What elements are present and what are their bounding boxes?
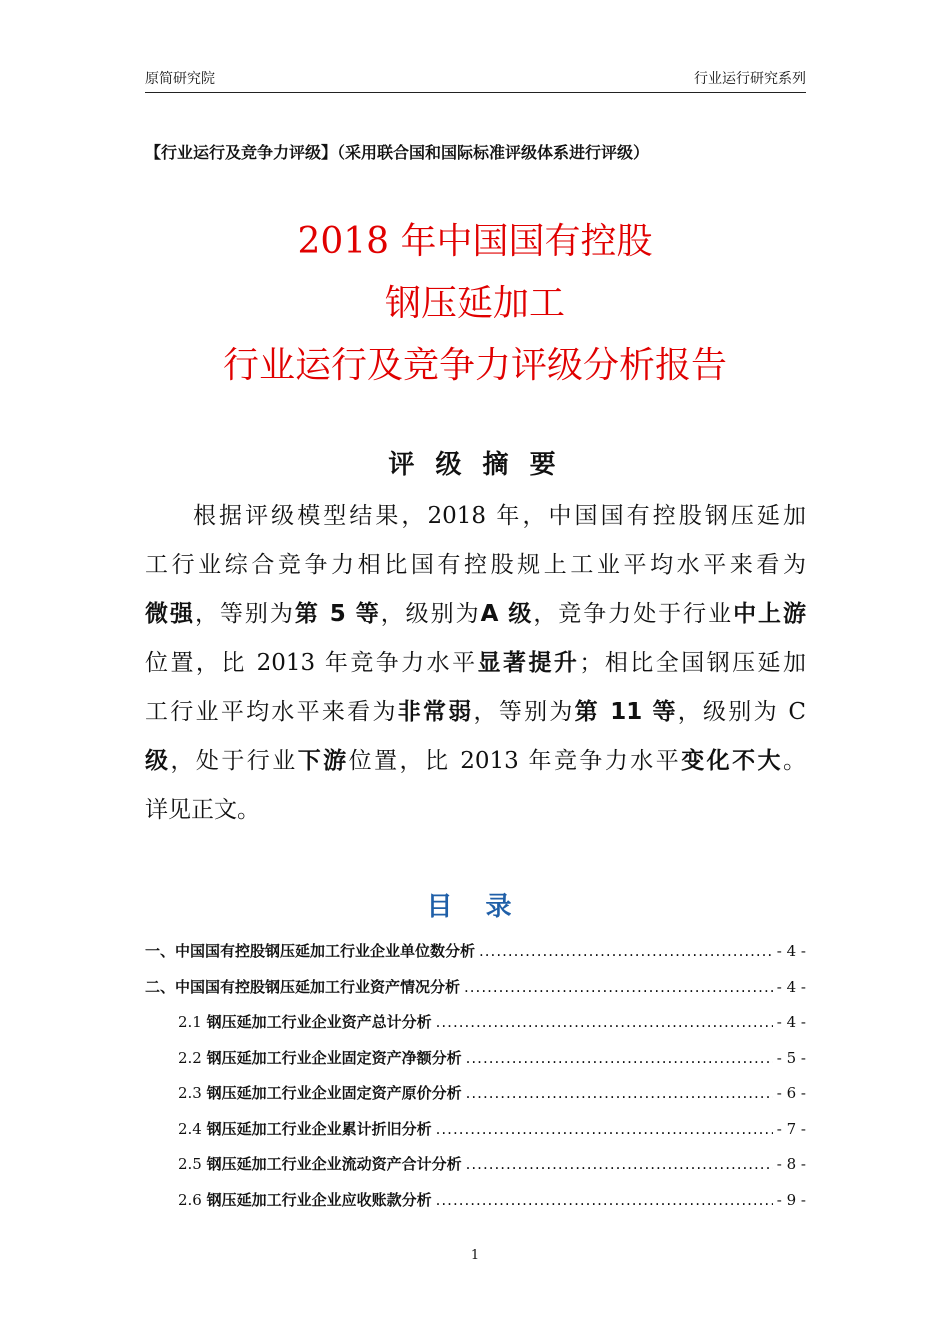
- summary-emphasis: 中上游: [733, 601, 807, 627]
- summary-text: 工行业平均水平来看为: [145, 699, 398, 725]
- toc-entry-label: 钢压延加工行业企业应收账款分析: [206, 1190, 432, 1209]
- summary-emphasis: 变化不大: [681, 748, 784, 774]
- toc-leader-dots: [436, 1183, 773, 1219]
- rating-category-line: 【行业运行及竞争力评级】（采用联合国和国际标准评级体系进行评级）: [145, 143, 650, 162]
- summary-heading: 评 级 摘 要: [388, 450, 562, 480]
- summary-emphasis: 第 11 等: [574, 699, 678, 725]
- summary-line: [145, 737, 806, 786]
- toc-leader-dots: [466, 1076, 773, 1112]
- toc-entry[interactable]: [145, 1076, 806, 1112]
- toc-leader-dots: [464, 970, 773, 1006]
- summary-text: 工行业综合竞争力相比国有控股规上工业平均水平来看为: [145, 552, 806, 578]
- toc-entry-number: 2.6: [178, 1190, 207, 1209]
- toc-entry-label: 钢压延加工行业企业固定资产净额分析: [206, 1048, 462, 1067]
- toc-entry-page: - 9 -: [776, 1190, 806, 1209]
- toc-entry-page: - 6 -: [776, 1084, 806, 1102]
- page-number: 1: [470, 1248, 480, 1263]
- toc-leader-dots: [479, 934, 773, 970]
- summary-emphasis: 级: [145, 748, 171, 774]
- toc-entry[interactable]: [145, 1147, 806, 1183]
- summary-text: ；相比全国钢压延加: [579, 650, 807, 676]
- summary-emphasis: 微强: [145, 601, 195, 627]
- toc-entry-number: 2.2: [178, 1048, 207, 1067]
- summary-line: [145, 541, 806, 590]
- toc-leader-dots: [466, 1147, 773, 1183]
- summary-text: 位置，比 2013 年竞争力水平: [348, 748, 682, 774]
- toc-entry-page: - 4 -: [776, 942, 806, 960]
- summary-line: [145, 688, 806, 737]
- summary-text: 。: [783, 748, 807, 774]
- summary-text: 位置，比 2013 年竞争力水平: [145, 650, 478, 676]
- table-of-contents: [145, 934, 806, 1218]
- summary-text: ，级别为: [380, 601, 481, 627]
- summary-line: [145, 786, 806, 835]
- toc-entry[interactable]: [145, 934, 806, 970]
- summary-line: [145, 639, 806, 688]
- toc-entry-page: - 5 -: [776, 1048, 806, 1067]
- report-title-line-2: 钢压延加工: [384, 283, 565, 324]
- toc-entry-page: - 4 -: [776, 1013, 806, 1031]
- summary-text: ，竞争力处于行业: [533, 601, 734, 627]
- summary-emphasis: A 级: [480, 601, 534, 627]
- toc-entry-number: 2.4: [178, 1119, 207, 1138]
- summary-line: [145, 590, 806, 639]
- summary-text: 根据评级模型结果，2018 年，中国国有控股钢压延加: [193, 503, 806, 529]
- summary-emphasis: 非常弱: [397, 699, 474, 725]
- toc-entry-label: 二、中国国有控股钢压延加工行业资产情况分析: [145, 977, 461, 996]
- toc-entry-page: - 8 -: [776, 1155, 806, 1173]
- summary-text: 详见正文。: [145, 797, 260, 823]
- toc-entry-label: 一、中国国有控股钢压延加工行业企业单位数分析: [145, 942, 476, 960]
- toc-entry[interactable]: [145, 1112, 806, 1148]
- toc-entry-number: 2.1: [178, 1013, 207, 1031]
- summary-emphasis: 下游: [297, 748, 349, 774]
- toc-entry[interactable]: [145, 1005, 806, 1041]
- summary-emphasis: 第 5 等: [294, 601, 381, 627]
- toc-entry-page: - 4 -: [776, 977, 806, 996]
- toc-entry-number: 2.3: [178, 1084, 207, 1102]
- summary-text: ，等别为: [194, 601, 295, 627]
- page-header: [145, 66, 806, 93]
- toc-entry[interactable]: [145, 1041, 806, 1077]
- toc-entry[interactable]: [145, 1183, 806, 1219]
- summary-text: ，处于行业: [170, 748, 298, 774]
- toc-entry-label: 钢压延加工行业企业资产总计分析: [206, 1013, 432, 1031]
- summary-paragraph: [145, 492, 806, 835]
- toc-title: 目 录: [426, 892, 524, 922]
- toc-entry-label: 钢压延加工行业企业固定资产原价分析: [206, 1084, 462, 1102]
- header-org-name: 原简研究院: [145, 71, 215, 87]
- toc-entry-number: 2.5: [178, 1155, 207, 1173]
- report-title-line-1: 2018 年中国国有控股: [297, 221, 653, 262]
- toc-entry-page: - 7 -: [776, 1119, 806, 1138]
- summary-emphasis: 显著提升: [477, 650, 580, 676]
- toc-entry-label: 钢压延加工行业企业累计折旧分析: [206, 1119, 432, 1138]
- summary-text: ，等别为: [473, 699, 575, 725]
- summary-line: [145, 492, 806, 541]
- header-series-name: 行业运行研究系列: [694, 71, 806, 87]
- summary-text: ，级别为 C: [677, 699, 807, 725]
- toc-leader-dots: [436, 1112, 773, 1148]
- toc-entry[interactable]: [145, 970, 806, 1006]
- toc-leader-dots: [466, 1041, 773, 1077]
- report-title-line-3: 行业运行及竞争力评级分析报告: [222, 345, 727, 386]
- toc-entry-label: 钢压延加工行业企业流动资产合计分析: [206, 1155, 462, 1173]
- toc-leader-dots: [436, 1005, 773, 1041]
